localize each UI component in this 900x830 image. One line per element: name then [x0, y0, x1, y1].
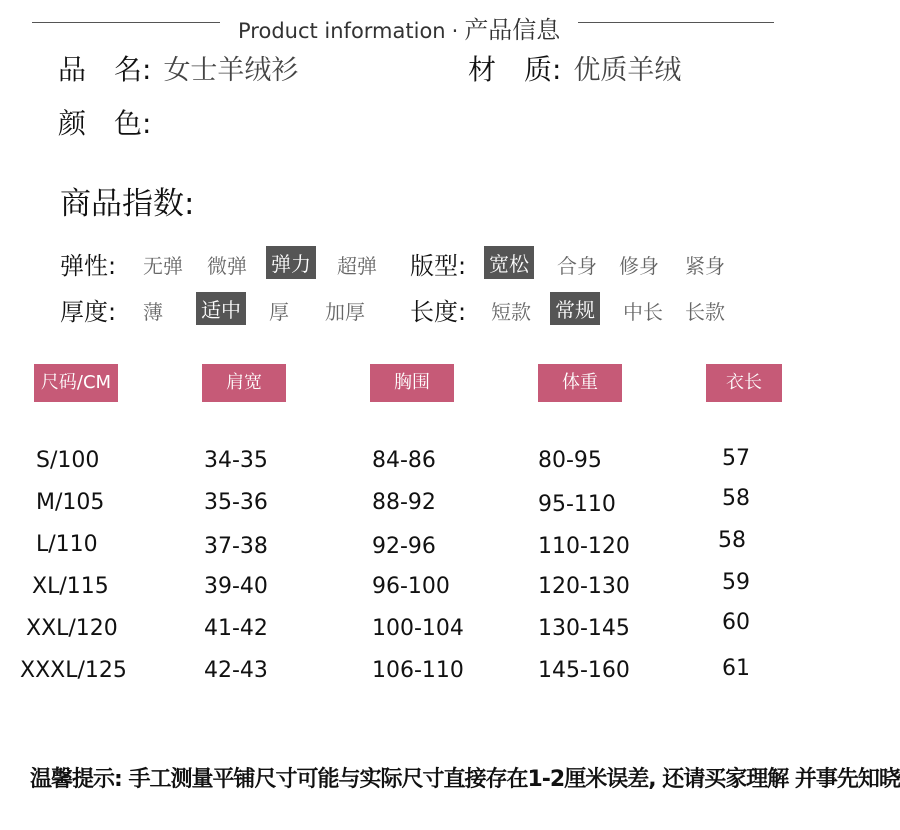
- cell-shoulder: 35-36: [204, 490, 268, 515]
- cell-weight: 80-95: [538, 448, 602, 473]
- product-color-field: [58, 102, 163, 142]
- cell-length: 61: [722, 656, 750, 681]
- index-title: 商品指数:: [60, 186, 195, 222]
- product-name-label: 品 名:: [58, 53, 152, 86]
- length-label: 长度:: [410, 298, 467, 326]
- elasticity-option: 无弹: [143, 254, 183, 278]
- col-header-weight: 体重: [538, 364, 622, 402]
- product-name-value: 女士羊绒衫: [163, 55, 299, 86]
- thickness-label: 厚度:: [60, 298, 117, 326]
- cell-size: XXL/120: [26, 616, 118, 641]
- cell-shoulder: 39-40: [204, 574, 268, 599]
- thickness-option: 厚: [269, 300, 289, 324]
- cell-weight: 95-110: [538, 492, 616, 517]
- col-header-length: 衣长: [706, 364, 782, 402]
- cell-weight: 110-120: [538, 534, 630, 559]
- cell-size: S/100: [36, 448, 100, 473]
- col-header-size: 尺码/CM: [34, 364, 118, 402]
- product-color-label: 颜 色:: [58, 107, 152, 140]
- length-option-selected: 常规: [550, 292, 600, 325]
- cell-chest: 96-100: [372, 574, 450, 599]
- cell-length: 58: [722, 486, 750, 511]
- elasticity-label: 弹性:: [60, 252, 117, 280]
- thickness-option-selected: 适中: [196, 292, 246, 325]
- product-material-value: 优质羊绒: [573, 55, 682, 86]
- cell-length: 60: [722, 610, 750, 635]
- footer-note: 温馨提示: 手工测量平铺尺寸可能与实际尺寸直接存在1-2厘米误差, 还请买家理解 并事先知晓: [30, 767, 900, 792]
- product-name-field: [58, 48, 298, 88]
- cell-chest: 100-104: [372, 616, 464, 641]
- thickness-option: 薄: [143, 300, 163, 324]
- cell-chest: 92-96: [372, 534, 436, 559]
- cell-weight: 145-160: [538, 658, 630, 683]
- fit-option-selected: 宽松: [484, 246, 534, 279]
- length-option: 短款: [491, 300, 531, 324]
- product-material-field: [468, 48, 681, 88]
- header-rule-left: [32, 22, 220, 23]
- fit-option: 紧身: [685, 254, 725, 278]
- col-header-shoulder: 肩宽: [202, 364, 286, 402]
- fit-option: 修身: [619, 254, 659, 278]
- header-rule-right: [578, 22, 774, 23]
- cell-length: 57: [722, 446, 750, 471]
- elasticity-option: 微弹: [207, 254, 247, 278]
- fit-label: 版型:: [410, 252, 467, 280]
- cell-length: 59: [722, 570, 750, 595]
- fit-option: 合身: [557, 254, 597, 278]
- section-header: [238, 10, 560, 45]
- cell-chest: 106-110: [372, 658, 464, 683]
- cell-shoulder: 34-35: [204, 448, 268, 473]
- cell-chest: 88-92: [372, 490, 436, 515]
- header-title-zh: 产品信息: [464, 16, 561, 44]
- length-option: 长款: [685, 300, 725, 324]
- cell-shoulder: 37-38: [204, 534, 268, 559]
- header-title-en: Product information: [238, 19, 446, 43]
- cell-weight: 130-145: [538, 616, 630, 641]
- cell-size: M/105: [36, 490, 105, 515]
- cell-chest: 84-86: [372, 448, 436, 473]
- header-separator: ·: [451, 19, 459, 43]
- length-option: 中长: [623, 300, 663, 324]
- thickness-option: 加厚: [325, 300, 365, 324]
- col-header-chest: 胸围: [370, 364, 454, 402]
- elasticity-option-selected: 弹力: [266, 246, 316, 279]
- cell-length: 58: [718, 528, 746, 553]
- product-material-label: 材 质:: [468, 53, 562, 86]
- cell-size: L/110: [36, 532, 98, 557]
- cell-size: XL/115: [32, 574, 109, 599]
- cell-shoulder: 41-42: [204, 616, 268, 641]
- cell-size: XXXL/125: [20, 658, 127, 683]
- cell-weight: 120-130: [538, 574, 630, 599]
- elasticity-option: 超弹: [337, 254, 377, 278]
- cell-shoulder: 42-43: [204, 658, 268, 683]
